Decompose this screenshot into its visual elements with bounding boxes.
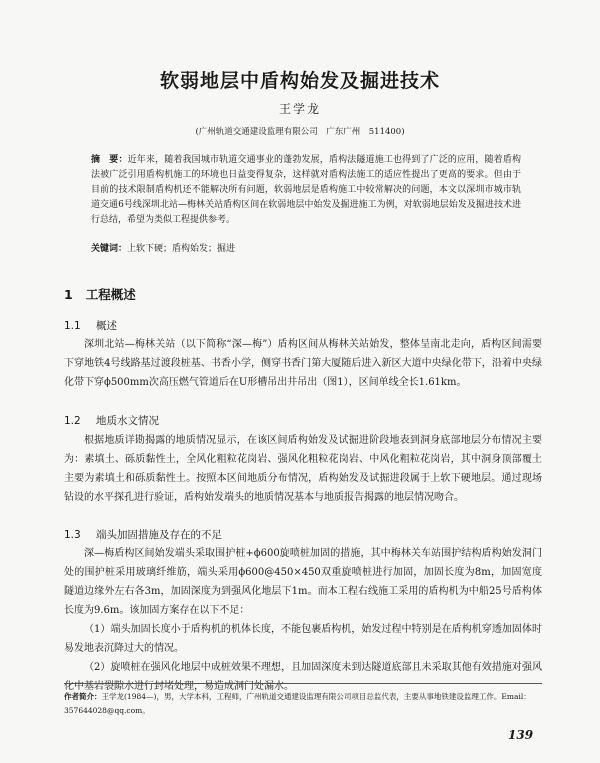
footnote-divider: [64, 683, 542, 684]
subsection-heading: [64, 413, 159, 428]
subsection-title: 端头加固措施及存在的不足: [96, 529, 222, 541]
footnote-label: 作者简介：: [64, 692, 102, 701]
subsection-heading: [64, 318, 117, 333]
subsection-title: 地质水文情况: [96, 415, 159, 427]
footnote-text: 王学龙(1984—)，男，大学本科，工程师，广州轨道交通建设监理有限公司项目总监代表，主要从事地铁建设监理工作。Email：357644028@qq.com。: [64, 692, 531, 715]
subsection-number: 1.3: [64, 529, 81, 541]
paragraph: 深圳北站—梅林关站（以下简称“深—梅”）盾构区间从梅林关站始发，整体呈南北走向，盾构区间需要下穿地铁4号线路基过渡段桩基、书香小学，侧穿书香门第大厦随后进入新区大道中央绿化带下，沿着中央绿化带下穿ϕ500mm次高压燃气管道后在U形槽吊出井吊出（图1），区间单线全长1.61km。: [64, 339, 542, 388]
paragraph: 根据地质详勘揭露的地质情况显示，在该区间盾构始发及试掘进阶段地表到洞身底部地层分布情况主要为：素填土、砾质黏性土，全风化粗粒花岗岩、强风化粗粒花岗岩、中风化粗粒花岗岩，其中洞身顶部覆土主要为素填土和砾质黏性土。按照本区间地质分布情况，盾构始发及试掘进段属于上软下硬地层。通过现场钻设的水平探孔进行验证，盾构始发端头的地质情况基本与地质报告揭露的地层情况吻合。: [64, 435, 542, 503]
section-number: 1: [64, 287, 73, 302]
subsection-number: 1.2: [64, 415, 81, 427]
abstract-text: 近年来，随着我国城市轨道交通事业的蓬勃发展，盾构法隧道施工也得到了广泛的应用，随着盾构法被广泛引用盾构机施工的环境也日益变得复杂，这样就对盾构法施工的适应性提出了更高的要求。但由于目前的技术限制盾构机还不能解决所有问题，软弱地层是盾构施工中较常解决的问题，本文以深圳市城市轨道交通6号线深圳北站—梅林关站盾构区间在软弱地层中始发及掘进施工为例，对软弱地层始发及掘进技术进行总结，希望为类似工程提供参考。: [91, 155, 521, 225]
author-affiliation: (广州轨道交通建设监理有限公司 广东广州 511400): [195, 127, 405, 137]
section-heading: [64, 285, 136, 303]
keywords-text: 上软下硬；盾构始发；掘进: [127, 244, 236, 254]
subsection-number: 1.1: [64, 320, 81, 332]
list-item: （2）旋喷桩在强风化地层中成桩效果不理想，且加固深度未到达隧道底部且未采取其他有效措施对强风化中基岩裂隙水进行封堵处理，易造成洞门处漏水。: [64, 662, 542, 692]
subsection-title: 概述: [96, 320, 117, 332]
abstract-label: 摘 要：: [91, 155, 128, 165]
author-name: 王学龙: [278, 102, 321, 116]
paper-title: 软弱地层中盾构始发及掘进技术: [159, 70, 440, 92]
author-footnote: [64, 690, 542, 718]
keywords-label: 关键词：: [91, 244, 128, 254]
abstract: [91, 153, 521, 228]
keywords: [91, 242, 521, 257]
subsection-heading: [64, 527, 222, 542]
page-number: 139: [508, 728, 534, 742]
paragraph: 深—梅盾构区间始发端头采取围护桩+ϕ600旋喷桩加固的措施，其中梅林关车站围护结构盾构始发洞门处的围护桩采用玻璃纤维筋，端头采用ϕ600@450×450双重旋喷桩进行加固，加固长度为8m，加固宽度隧道边缘外左右各3m，加固深度为到强风化地层下1m。而本工程右线施工采用的盾构机为中船25号盾构体长度为9.6m。该加固方案存在以下不足：: [64, 548, 542, 616]
list-item: （1）端头加固长度小于盾构机的机体长度，不能包裹盾构机，始发过程中特别是在盾构机穿透加固体时易发地表沉降过大的情况。: [64, 624, 542, 654]
section-title: 工程概述: [85, 287, 136, 302]
